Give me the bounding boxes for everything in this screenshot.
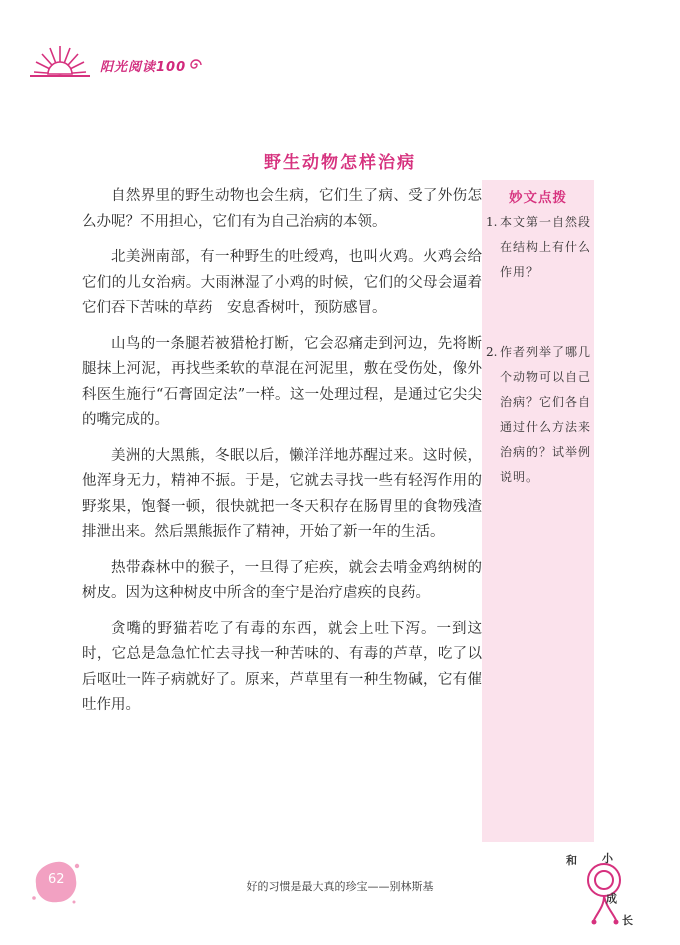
paragraph: 北美洲南部，有一种野生的吐绶鸡，也叫火鸡。火鸡会给它们的儿女治病。大雨淋湿了小鸡的时候，它们的父母会逼着它们吞下苦味的草药 安息香树叶，预防感冒。 <box>82 249 482 316</box>
swirl-ornament-icon <box>186 58 206 72</box>
logo-char: 和 <box>566 854 577 867</box>
reading-tips-sidebar <box>482 180 594 842</box>
question-number: 2. <box>486 345 498 359</box>
paragraph: 自然界里的野生动物也会生病，它们生了病、受了外伤怎么办呢？不用担心，它们有为自己治病的本领。 <box>82 188 482 230</box>
running-header <box>28 44 228 84</box>
article-title: 野生动物怎样治病 <box>264 153 416 173</box>
sunrise-logo-icon <box>28 44 92 80</box>
sidebar-heading: 妙文点拨 <box>509 190 567 206</box>
logo-char: 小 <box>602 852 613 865</box>
paragraph: 美洲的大黑熊，冬眠以后，懒洋洋地苏醒过来。这时候，他浑身无力，精神不振。于是，它就去寻找一些有轻泻作用的野浆果，饱餐一顿，很快就把一冬天积存在肠胃里的食物残渣排泄出来。然后黑熊振作了精神，开始了新一年的生活。 <box>82 447 482 540</box>
question <box>486 210 592 285</box>
question-number: 1. <box>486 215 498 229</box>
question-text: 本文第一自然段在结构上有什么作用？ <box>500 215 592 279</box>
question <box>486 340 592 490</box>
question-text: 作者列举了哪几个动物可以自己治病？它们各自通过什么方法来治病的？试举例说明。 <box>500 345 592 484</box>
logo-char: 成 <box>606 892 617 905</box>
page-number: 62 <box>48 872 65 887</box>
series-title: 阳光阅读100 <box>100 60 187 75</box>
article-body <box>82 184 482 729</box>
logo-char: 长 <box>622 914 633 927</box>
paragraph: 山鸟的一条腿若被猎枪打断，它会忍痛走到河边，先将断腿抹上河泥，再找些柔软的草混在河泥里，敷在受伤处，像外科医生施行“石膏固定法”一样。这一处理过程，是通过它尖尖的嘴完成的。 <box>82 335 482 428</box>
paragraph: 热带森林中的猴子，一旦得了疟疾，就会去啃金鸡纳树的树皮。因为这种树皮中所含的奎宁是治疗虐疾的良药。 <box>82 559 482 601</box>
paragraph: 贪嘴的野猫若吃了有毒的东西，就会上吐下泻。一到这时，它总是急急忙忙去寻找一种苦味的、有毒的芦草，吃了以后呕吐一阵子病就好了。原来，芦草里有一种生物碱，它有催吐作用。 <box>82 620 482 713</box>
growth-logo <box>566 850 656 930</box>
footer-quote: 好的习惯是最大真的珍宝——别林斯基 <box>246 880 434 893</box>
